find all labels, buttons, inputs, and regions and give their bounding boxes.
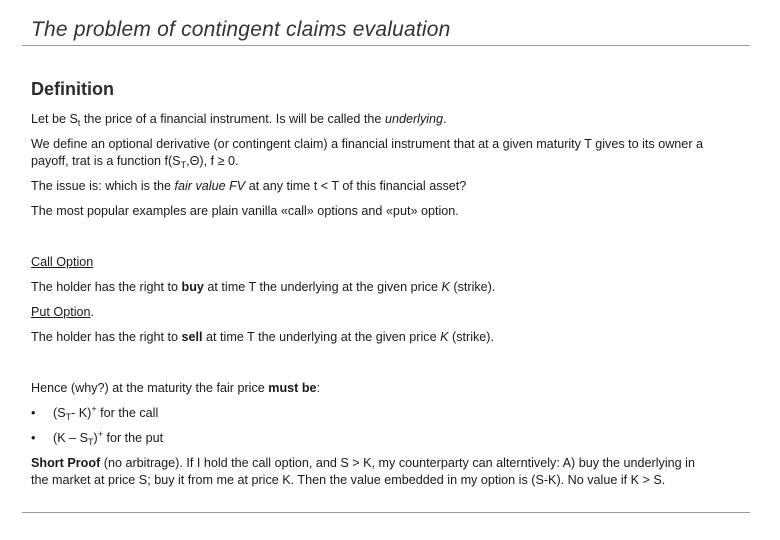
hence-text-b: : xyxy=(316,381,321,395)
bullet-call-text xyxy=(53,405,158,422)
b1-sub: T xyxy=(65,412,72,422)
b2-a: (K – S xyxy=(53,431,88,445)
bullet-marker: • xyxy=(31,431,36,445)
bullet-marker: • xyxy=(31,406,36,420)
b2-c: for the put xyxy=(102,431,164,445)
b1-a: (S xyxy=(53,406,66,420)
title-divider xyxy=(22,45,750,46)
p1-text-a: Let be S xyxy=(31,112,78,126)
definition-paragraph-2 xyxy=(31,136,703,170)
b2-b: ) xyxy=(93,431,98,445)
put-option-text xyxy=(31,329,703,346)
short-proof-paragraph xyxy=(31,455,703,489)
p2-subscript: T xyxy=(180,160,187,170)
hence-paragraph xyxy=(31,380,703,397)
put-heading-suffix: . xyxy=(90,305,95,319)
bullet-put xyxy=(31,430,703,447)
p2-text-b: ,Θ), f ≥ 0. xyxy=(186,154,239,168)
definition-heading: Definition xyxy=(31,79,114,99)
call-text-em: K xyxy=(441,280,450,294)
put-text-a: The holder has the right to xyxy=(31,330,182,344)
call-option-text xyxy=(31,279,703,296)
b1-sup: + xyxy=(91,403,97,414)
p1-emphasis: underlying xyxy=(384,112,444,126)
proof-bold: Short Proof xyxy=(31,456,101,470)
b2-sub: T xyxy=(88,437,94,447)
call-text-a: The holder has the right to xyxy=(31,280,182,294)
call-option-label: Call Option xyxy=(31,255,94,269)
put-option-label: Put Option xyxy=(31,305,91,319)
definition-paragraph-1 xyxy=(31,111,703,128)
call-option-heading xyxy=(31,254,703,271)
call-text-c: (strike). xyxy=(449,280,496,294)
call-text-bold: buy xyxy=(181,280,204,294)
put-text-bold: sell xyxy=(181,330,203,344)
p1-text-c: . xyxy=(443,112,447,126)
slide-title: The problem of contingent claims evaluation xyxy=(31,18,451,41)
put-option-heading xyxy=(31,304,703,321)
p3-text-b: at any time t < T of this financial asset? xyxy=(245,179,467,193)
hence-text-bold: must be xyxy=(268,381,317,395)
p3-emphasis: fair value FV xyxy=(174,179,246,193)
proof-text: (no arbitrage). If I hold the call option, and S > K, my counterparty can alterntively: A) buy the underlying in the market at price S; buy it from me at price K. Then the value embedded in my option is (S-K). No value if K > S. xyxy=(31,456,695,487)
put-text-c: (strike). xyxy=(448,330,494,344)
p3-text-a: The issue is: which is the xyxy=(31,179,175,193)
p1-text-b: the price of a financial instrument. Is will be called the xyxy=(80,112,385,126)
bullet-put-text xyxy=(53,430,163,447)
b2-sup: + xyxy=(97,428,103,439)
definition-paragraph-4: The most popular examples are plain vanilla «call» options and «put» option. xyxy=(31,204,459,218)
p2-text-a: We define an optional derivative (or contingent claim) a financial instrument that at a given maturity T gives to its owner a payoff, trat is a function f(S xyxy=(31,137,704,168)
hence-text-a: Hence (why?) at the maturity the fair price xyxy=(31,381,269,395)
b1-b: - K) xyxy=(71,406,92,420)
definition-paragraph-3 xyxy=(31,178,703,195)
p1-subscript: t xyxy=(77,118,81,128)
put-text-em: K xyxy=(440,330,449,344)
b1-c: for the call xyxy=(96,406,159,420)
call-text-b: at time T the underlying at the given price xyxy=(203,280,442,294)
bullet-call xyxy=(31,405,703,422)
put-text-b: at time T the underlying at the given price xyxy=(202,330,441,344)
footer-divider xyxy=(22,512,750,513)
